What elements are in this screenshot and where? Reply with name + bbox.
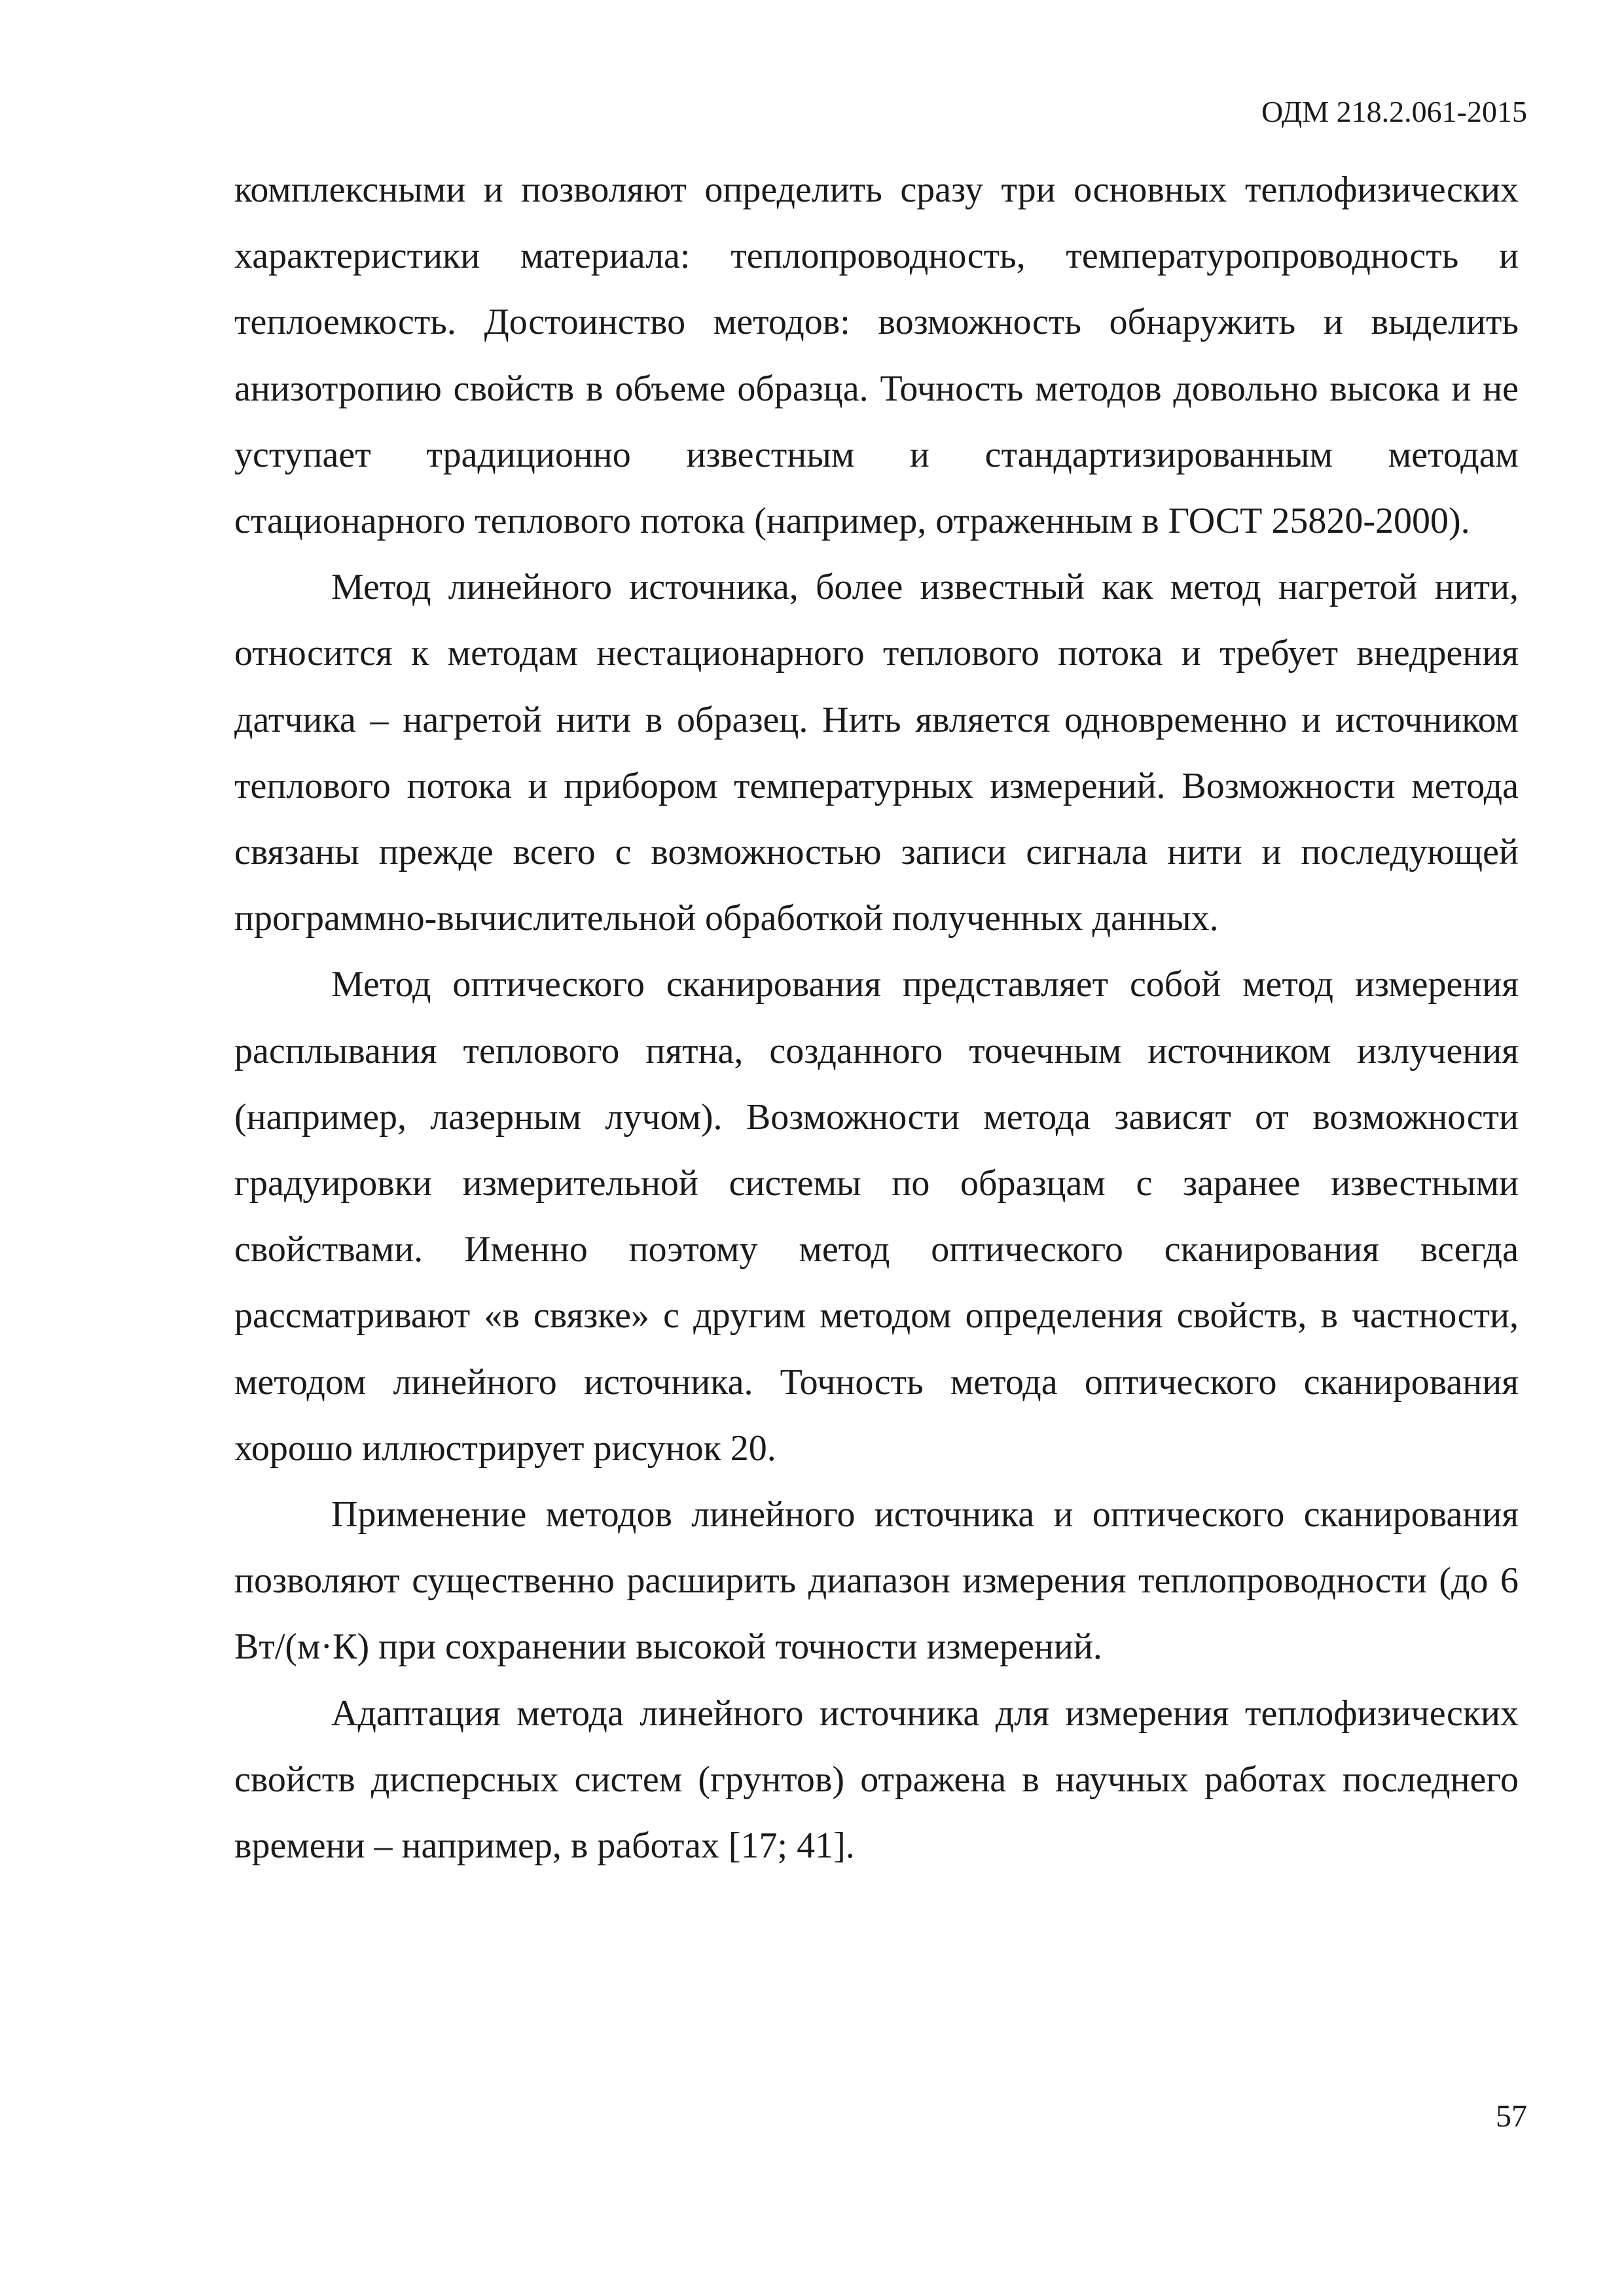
paragraph-4: Применение методов линейного источника и оптического сканирования позволяют существенно расширить диапазон измерения теплопроводности (до 6 Вт/(м·К) при сохранении высокой точности измерений. — [234, 1494, 1519, 1668]
paragraph-1: комплексными и позволяют определить сразу три основных теплофизических характеристики материала: теплопроводность, температуропроводность и теплоемкость. Достоинство методов: возможность обнаружить и выделить анизотропию свойств в объеме образца. Точность методов довольно высока и не уступает традиционно известным и стандартизированным методам стационарного теплового потока (например, отраженным в ГОСТ 25820-2000). — [234, 170, 1519, 542]
body-text — [234, 157, 1519, 1879]
paragraph-5: Адаптация метода линейного источника для измерения теплофизических свойств дисперсных систем (грунтов) отражена в научных работах последнего времени – например, в работах [17; 41]. — [234, 1693, 1519, 1867]
paragraph-2: Метод линейного источника, более известный как метод нагретой нити, относится к методам нестационарного теплового потока и требует внедрения датчика – нагретой нити в образец. Нить является одновременно и источником теплового потока и прибором температурных измерений. Возможности метода связаны прежде всего с возможностью записи сигнала нити и последующей программно-вычислительной обработкой полученных данных. — [234, 567, 1519, 939]
page-number: 57 — [1496, 2099, 1527, 2134]
document-code-header: ОДМ 218.2.061-2015 — [1261, 95, 1527, 128]
paragraph-3: Метод оптического сканирования представляет собой метод измерения расплывания теплового пятна, созданного точечным источником излучения (например, лазерным лучом). Возможности метода зависят от возможности градуировки измерительной системы по образцам с заранее известными свойствами. Именно поэтому метод оптического сканирования всегда рассматривают «в связке» с другим методом определения свойств, в частности, методом линейного источника. Точность метода оптического сканирования хорошо иллюстрирует рисунок 20. — [234, 964, 1519, 1469]
